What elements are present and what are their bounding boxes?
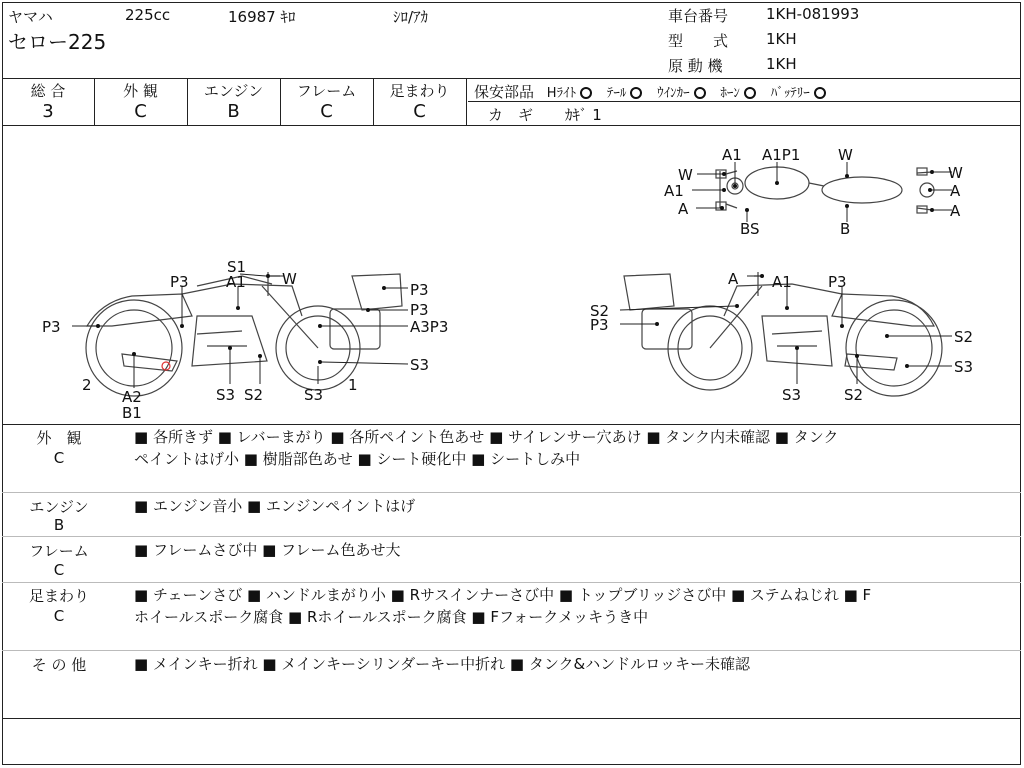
cond-suspension-line: ホイールスポーク腐食 ■ Rホイールスポーク腐食 ■ Fフォークメッキうき中	[134, 608, 649, 626]
diag-label: A	[678, 200, 689, 218]
safety-label: 保安部品	[474, 83, 535, 101]
diag-label: 1	[348, 376, 358, 394]
diag-label: S1	[227, 258, 247, 276]
divider	[2, 536, 1021, 537]
diag-label: S3	[782, 386, 802, 404]
grade-engine-label: エンジン	[203, 82, 264, 100]
grade-engine-value: B	[227, 101, 240, 122]
diag-label: A1	[226, 273, 246, 291]
divider	[2, 718, 1021, 719]
cond-frame-category: フレーム	[29, 542, 89, 560]
diag-label: S2	[244, 386, 264, 404]
cond-frame-line: ■ フレームさび中 ■ フレーム色あせ大	[134, 541, 401, 559]
divider	[466, 78, 467, 125]
safety-parts	[474, 81, 836, 102]
color: ｼﾛ/ｱｶ	[393, 8, 429, 26]
engine-label: 原 動 機	[668, 57, 723, 75]
divider	[2, 650, 1021, 651]
divider	[2, 424, 1021, 425]
diag-label: B1	[122, 404, 142, 422]
ok-circle-icon	[694, 87, 706, 99]
frame-no: 1KH-081993	[766, 5, 860, 23]
diag-label: A	[950, 182, 961, 200]
displacement: 225cc	[125, 6, 171, 24]
grade-suspension-value: C	[413, 101, 426, 122]
diag-label: B	[840, 220, 851, 238]
diag-label: A1	[664, 182, 684, 200]
cond-exterior-category: 外 観	[36, 429, 82, 447]
diag-label: P3	[42, 318, 61, 336]
diag-label: A	[728, 270, 739, 288]
diag-label: W	[838, 146, 853, 164]
safety-battery: ﾊﾞｯﾃﾘｰ	[770, 86, 810, 101]
ok-circle-icon	[580, 87, 592, 99]
diag-label: S2	[954, 328, 974, 346]
diag-label: A	[950, 202, 961, 220]
diag-label: P3	[410, 281, 429, 299]
type-label: 型 式	[668, 32, 729, 50]
diag-label: W	[678, 166, 693, 184]
diag-label: P3	[410, 301, 429, 319]
cond-exterior-grade: C	[53, 449, 65, 467]
model-name: セロー225	[8, 30, 107, 54]
safety-winker: ｳｲﾝｶｰ	[657, 86, 690, 101]
safety-tail: ﾃｰﾙ	[606, 86, 627, 101]
diag-label: S3	[410, 356, 430, 374]
diag-label: A1	[722, 146, 742, 164]
divider	[2, 78, 1021, 79]
ok-circle-icon	[630, 87, 642, 99]
grade-overall-label: 総 合	[30, 82, 66, 100]
key-value: ｶｷﾞ 1	[565, 106, 602, 124]
diag-label: 2	[82, 376, 92, 394]
grade-suspension-label: 足まわり	[389, 82, 450, 100]
grade-frame-label: フレーム	[296, 82, 357, 100]
diag-label: A2	[122, 388, 142, 406]
safety-horn: ﾎｰﾝ	[720, 86, 740, 101]
type-value: 1KH	[766, 30, 797, 48]
grade-frame-value: C	[320, 101, 333, 122]
diag-label: S3	[216, 386, 236, 404]
engine-value: 1KH	[766, 55, 797, 73]
cond-exterior-line: ペイントはげ小 ■ 樹脂部色あせ ■ シート硬化中 ■ シートしみ中	[134, 450, 581, 468]
maker: ヤマハ	[8, 8, 53, 26]
cond-frame-grade: C	[53, 561, 65, 579]
key-label: カ ギ	[488, 106, 534, 124]
cond-suspension-grade: C	[53, 607, 65, 625]
diag-label: W	[948, 164, 963, 182]
cond-engine-category: エンジン	[29, 498, 89, 516]
divider	[2, 492, 1021, 493]
diag-label: S2	[844, 386, 864, 404]
cond-suspension-category: 足まわり	[28, 587, 89, 605]
diag-label: P3	[170, 273, 189, 291]
cond-other-line: ■ メインキー折れ ■ メインキーシリンダーキー中折れ ■ タンク&ハンドルロッキー未確認	[134, 655, 750, 673]
diag-label: S2	[590, 302, 610, 320]
grade-exterior-value: C	[134, 101, 147, 122]
mileage: 16987 ｷﾛ	[228, 8, 296, 26]
diag-label: A1P1	[762, 146, 801, 164]
diag-label: A3P3	[410, 318, 449, 336]
diag-label: P3	[590, 316, 609, 334]
grade-exterior-label: 外 観	[123, 82, 158, 100]
ok-circle-icon	[814, 87, 826, 99]
cond-suspension-line: ■ チェーンさび ■ ハンドルまがり小 ■ Rサスインナーさび中 ■ トップブリッジさび中 ■ ステムねじれ ■ F	[134, 586, 872, 604]
diag-label: P3	[828, 273, 847, 291]
cond-exterior-line: ■ 各所きず ■ レバーまがり ■ 各所ペイント色あせ ■ サイレンサー穴あけ ■ タンク内未確認 ■ タンク	[134, 428, 839, 446]
cond-engine-grade: B	[53, 516, 65, 534]
diag-label: BS	[740, 220, 760, 238]
diag-label: A1	[772, 273, 792, 291]
cond-other-category: そ の 他	[31, 656, 87, 674]
diag-label: W	[282, 270, 297, 288]
ok-circle-icon	[744, 87, 756, 99]
damage-diagram	[2, 126, 1020, 424]
bike-top-view	[716, 167, 934, 213]
cond-engine-line: ■ エンジン音小 ■ エンジンペイントはげ	[134, 497, 416, 515]
divider	[2, 582, 1021, 583]
diag-label: S3	[304, 386, 324, 404]
grade-overall-value: 3	[42, 101, 54, 122]
diag-label: S3	[954, 358, 974, 376]
frame-no-label: 車台番号	[668, 7, 729, 25]
safety-headlight: Hﾗｲﾄ	[546, 86, 577, 101]
